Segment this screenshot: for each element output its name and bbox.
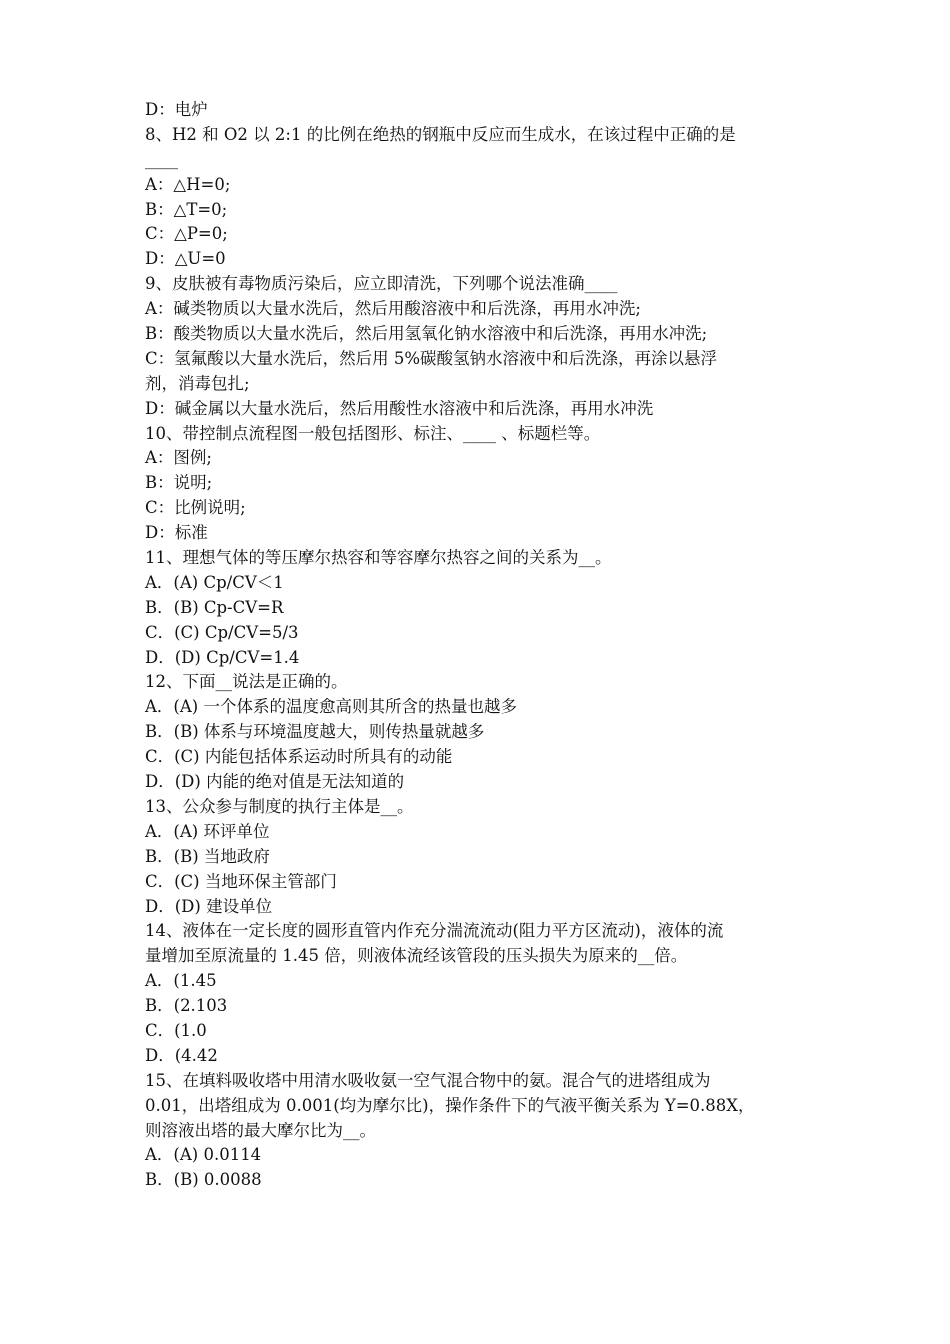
text-line: 量增加至原流量的 1.45 倍，则液体流经该管段的压头损失为原来的__倍。 — [145, 946, 688, 966]
text-line: A：△H=0; — [145, 174, 231, 194]
text-line: D．(D) Cp/CV=1.4 — [145, 647, 300, 667]
text-line: D．(D) 建设单位 — [145, 896, 273, 916]
text-line: C：比例说明; — [145, 498, 246, 518]
text-line: A．(1.45 — [145, 971, 217, 991]
text-line: ____ — [145, 149, 178, 169]
document-page — [145, 98, 810, 1193]
text-line: A：图例; — [145, 448, 212, 468]
text-line: B：△T=0; — [145, 199, 228, 219]
text-line: B．(2.103 — [145, 996, 228, 1016]
text-line: D：碱金属以大量水洗后，然后用酸性水溶液中和后洗涤，再用水冲洗 — [145, 398, 654, 418]
text-line: B：说明; — [145, 473, 213, 493]
text-line: D：电炉 — [145, 100, 208, 119]
text-line: B．(B) Cp-CV=R — [145, 597, 284, 617]
text-line: C：△P=0; — [145, 224, 228, 244]
text-line: A．(A) 一个体系的温度愈高则其所含的热量也越多 — [145, 697, 517, 717]
text-line: C．(C) Cp/CV=5/3 — [145, 622, 299, 642]
text-line: 剂，消毒包扎; — [145, 373, 250, 393]
text-line: B．(B) 当地政府 — [145, 846, 270, 866]
text-line: 15、在填料吸收塔中用清水吸收氨一空气混合物中的氨。混合气的进塔组成为 — [145, 1070, 711, 1090]
text-line: D．(4.42 — [145, 1045, 218, 1065]
text-line: 则溶液出塔的最大摩尔比为__。 — [145, 1120, 376, 1140]
text-line: 11、理想气体的等压摩尔热容和等容摩尔热容之间的关系为__。 — [145, 548, 612, 568]
text-line: A．(A) Cp/CV＜1 — [145, 572, 284, 592]
text-line: D：△U=0 — [145, 249, 226, 269]
text-line: 8、H2 和 O2 以 2:1 的比例在绝热的钢瓶中反应而生成水，在该过程中正确的是 — [145, 124, 736, 144]
text-line: D．(D) 内能的绝对值是无法知道的 — [145, 772, 405, 792]
text-line: B．(B) 体系与环境温度越大，则传热量就越多 — [145, 722, 485, 742]
text-line: 14、液体在一定长度的圆形直管内作充分湍流流动(阻力平方区流动)，液体的流 — [145, 921, 724, 941]
text-line: A．(A) 环评单位 — [145, 821, 270, 841]
text-line: 12、下面__说法是正确的。 — [145, 672, 348, 692]
text-line: C．(C) 当地环保主管部门 — [145, 871, 337, 891]
text-line: A：碱类物质以大量水洗后，然后用酸溶液中和后洗涤，再用水冲洗; — [145, 299, 641, 319]
text-line: C．(C) 内能包括体系运动时所具有的动能 — [145, 747, 453, 767]
text-line: 9、皮肤被有毒物质污染后，应立即清洗，下列哪个说法准确____ — [145, 274, 618, 294]
text-line: C．(1.0 — [145, 1020, 207, 1040]
text-line: D：标准 — [145, 523, 208, 543]
text-line: B：酸类物质以大量水洗后，然后用氢氧化钠水溶液中和后洗涤，再用水冲洗; — [145, 324, 708, 344]
text-line: C：氢氟酸以大量水洗后，然后用 5%碳酸氢钠水溶液中和后洗涤，再涂以悬浮 — [145, 348, 718, 368]
text-line: B．(B) 0.0088 — [145, 1170, 262, 1190]
text-line: A．(A) 0.0114 — [145, 1145, 262, 1165]
text-line: 13、公众参与制度的执行主体是__。 — [145, 796, 414, 816]
text-line: 0.01，出塔组成为 0.001(均为摩尔比)，操作条件下的气液平衡关系为 Y=0.88X， — [145, 1095, 755, 1115]
text-line: 10、带控制点流程图一般包括图形、标注、____ 、标题栏等。 — [145, 423, 601, 443]
